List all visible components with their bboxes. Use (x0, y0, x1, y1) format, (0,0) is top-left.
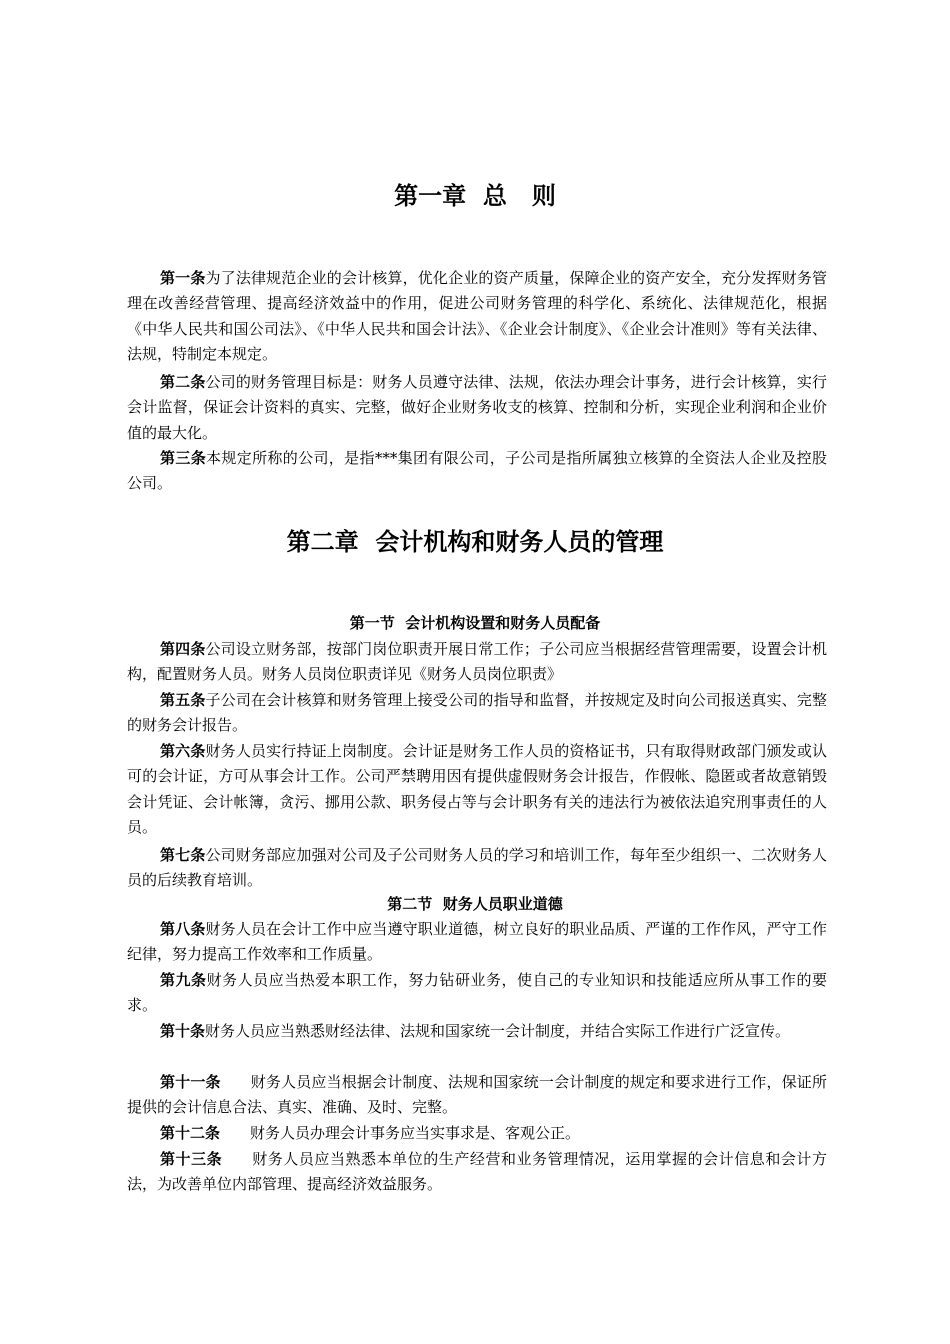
article-label: 第九条 (160, 971, 207, 989)
article-text: 财务人员应当热爱本职工作，努力钻研业务，使自己的专业知识和技能适应所从事工作的要求。 (127, 971, 827, 1015)
article-label: 第十条 (160, 1022, 206, 1040)
article-label: 第四条 (160, 640, 206, 658)
article-text: 财务人员应当根据会计制度、法规和国家统一会计制度的规定和要求进行工作，保证所提供的会计信息合法、真实、准确、及时、完整。 (127, 1073, 827, 1117)
article-text: 财务人员办理会计事务应当实事求是、客观公正。 (250, 1124, 581, 1142)
article-label: 第一条 (160, 269, 206, 287)
section-title: 第一节 会计机构设置和财务人员配备 (349, 614, 601, 632)
article-paragraph (127, 637, 827, 688)
article-paragraph (127, 968, 827, 1019)
article-label: 第十二条 (160, 1124, 221, 1142)
article-text: 子公司在会计核算和财务管理上接受公司的指导和监督，并按规定及时向公司报送真实、完整的财务会计报告。 (127, 691, 827, 735)
article-text: 为了法律规范企业的会计核算，优化企业的资产质量，保障企业的资产安全，充分发挥财务管理在改善经营管理、提高经济效益中的作用，促进公司财务管理的科学化、系统化、法律规范化，根据《中华人民共和国公司法》、《中华人民共和国会计法》、《企业会计制度》、《企业会计准则》等有关法律、法规，特制定本规定。 (127, 269, 827, 363)
article-label: 第五条 (160, 691, 206, 709)
article-label: 第三条 (160, 449, 207, 467)
article-paragraph (127, 446, 827, 497)
article-paragraph (127, 688, 827, 739)
article-text: 本规定所称的公司，是指***集团有限公司，子公司是指所属独立核算的全资法人企业及控股公司。 (127, 449, 827, 493)
article-label: 第八条 (160, 920, 206, 938)
article-paragraph (127, 843, 827, 894)
article-paragraph (127, 266, 827, 367)
article-paragraph (127, 370, 827, 446)
article-paragraph (127, 1070, 827, 1121)
article-text: 公司设立财务部，按部门岗位职责开展日常工作；子公司应当根据经营管理需要，设置会计机构，配置财务人员。财务人员岗位职责详见《财务人员岗位职责》 (127, 640, 827, 684)
section-title: 第二节 财务人员职业道德 (387, 895, 563, 913)
article-paragraph (127, 1121, 827, 1146)
article-label: 第二条 (160, 373, 206, 391)
article-text: 财务人员实行持证上岗制度。会计证是财务工作人员的资格证书，只有取得财政部门颁发或认可的会计证，方可从事会计工作。公司严禁聘用因有提供虚假财务会计报告，作假帐、隐匿或者故意销毁会计凭证、会计帐簿，贪污、挪用公款、职务侵占等与会计职务有关的违法行为被依法追究刑事责任的人员。 (127, 742, 827, 836)
article-paragraph (127, 917, 827, 968)
article-text: 财务人员应当熟悉财经法律、法规和国家统一会计制度，并结合实际工作进行广泛宣传。 (205, 1022, 791, 1040)
article-label: 第十三条 (160, 1150, 223, 1168)
article-paragraph (127, 739, 827, 840)
article-text: 公司的财务管理目标是：财务人员遵守法律、法规，依法办理会计事务，进行会计核算，实行会计监督，保证会计资料的真实、完整，做好企业财务收支的核算、控制和分析，实现企业利润和企业价值的最大化。 (127, 373, 827, 442)
article-paragraph (127, 1147, 827, 1198)
article-paragraph (127, 1019, 827, 1044)
article-label: 第六条 (160, 742, 206, 760)
chapter-title: 第一章 总 则 (394, 182, 556, 210)
article-text: 财务人员在会计工作中应当遵守职业道德，树立良好的职业品质、严谨的工作作风，严守工作纪律，努力提高工作效率和工作质量。 (127, 920, 827, 964)
article-label: 第七条 (160, 846, 206, 864)
article-label: 第十一条 (160, 1073, 221, 1091)
chapter-title: 第二章 会计机构和财务人员的管理 (286, 528, 664, 556)
article-text: 公司财务部应加强对公司及子公司财务人员的学习和培训工作，每年至少组织一、二次财务人员的后续教育培训。 (127, 846, 827, 890)
article-text: 财务人员应当熟悉本单位的生产经营和业务管理情况，运用掌握的会计信息和会计方法，为改善单位内部管理、提高经济效益服务。 (127, 1150, 827, 1194)
